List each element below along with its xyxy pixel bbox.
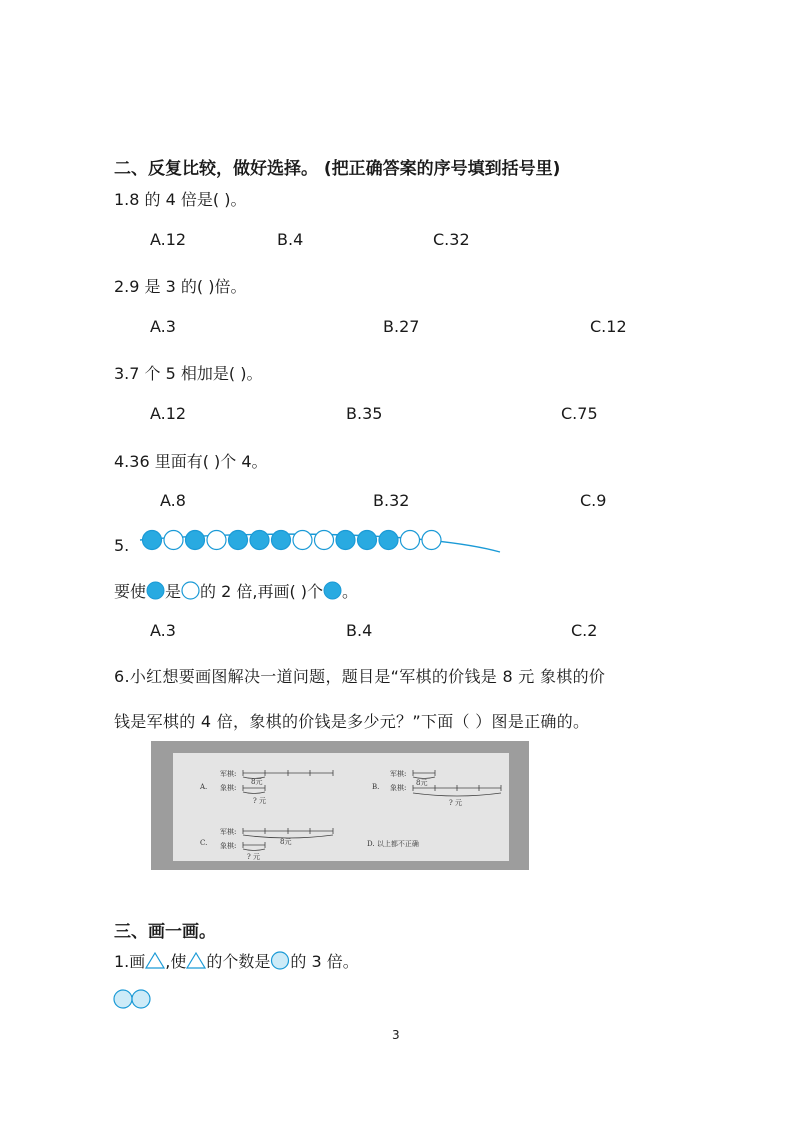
c-xiangqi-label: 象棋: — [220, 842, 237, 850]
circle-icon — [270, 951, 290, 970]
triangle-icon — [145, 951, 165, 970]
question-1-stem: 1.8 的 4 倍是( )。 — [114, 190, 247, 209]
triangle-icon — [186, 951, 206, 970]
filled-bead-icon — [146, 581, 165, 600]
q6-diagram-photo — [151, 741, 529, 870]
b-xiangqi-label: 象棋: — [390, 784, 407, 792]
c-price-8: 8元 — [280, 838, 292, 846]
q5-stem-part-1: 要使 — [114, 582, 147, 601]
circle-icon — [114, 990, 132, 1008]
section-3-title: 三、画一画。 — [114, 922, 216, 942]
q5-option-b: B.4 — [346, 621, 373, 640]
filled-bead — [336, 531, 355, 550]
q5-stem-part-3: 的 2 倍,再画( )个 — [200, 582, 324, 601]
hollow-bead — [207, 531, 226, 550]
s3q1-part-2: ,使 — [165, 952, 187, 971]
q1-option-b: B.4 — [277, 230, 304, 249]
hollow-bead — [164, 531, 183, 550]
q1-option-a: A.12 — [150, 230, 187, 249]
s3q1-part-1: 1.画 — [114, 952, 146, 971]
q5-option-c: C.2 — [571, 621, 598, 640]
hollow-bead-icon — [181, 581, 200, 600]
filled-bead — [272, 531, 291, 550]
option-a-letter: A. — [200, 783, 208, 791]
q5-option-a: A.3 — [150, 621, 176, 640]
b-price-8: 8元 — [416, 779, 428, 787]
question-3-stem: 3.7 个 5 相加是( )。 — [114, 364, 263, 383]
a-xiangqi-label: 象棋: — [220, 784, 237, 792]
a-junqi-label: 军棋: — [220, 770, 237, 778]
q6-photo-paper — [173, 753, 509, 861]
filled-bead — [186, 531, 205, 550]
given-circles — [113, 988, 153, 1010]
hollow-bead — [422, 531, 441, 550]
q4-option-b: B.32 — [373, 491, 410, 510]
question-5-number: 5. — [114, 536, 130, 555]
bead-group — [143, 531, 442, 550]
filled-bead — [379, 531, 398, 550]
q5-stem-part-4: 。 — [342, 582, 359, 601]
circle-icon — [132, 990, 150, 1008]
hollow-bead — [293, 531, 312, 550]
filled-bead-icon — [323, 581, 342, 600]
filled-bead — [358, 531, 377, 550]
c-junqi-label: 军棋: — [220, 828, 237, 836]
filled-bead — [229, 531, 248, 550]
question-4-stem: 4.36 里面有( )个 4。 — [114, 452, 268, 471]
q2-option-c: C.12 — [590, 317, 627, 336]
hollow-bead — [401, 531, 420, 550]
option-b-letter: B. — [372, 783, 380, 791]
q2-option-a: A.3 — [150, 317, 176, 336]
question-5-stem — [114, 579, 358, 602]
q3-option-c: C.75 — [561, 404, 598, 423]
a-price-8: 8元 — [251, 778, 263, 786]
s3q1-part-3: 的个数是 — [206, 952, 271, 971]
option-d-text: D. 以上都不正确 — [367, 840, 419, 848]
question-6-line-2: 钱是军棋的 4 倍，象棋的价钱是多少元？”下面（ ）图是正确的。 — [114, 712, 590, 731]
c-price-unknown: ? 元 — [247, 853, 260, 861]
s3q1-part-4: 的 3 倍。 — [290, 952, 359, 971]
q3-option-a: A.12 — [150, 404, 187, 423]
b-junqi-label: 军棋: — [390, 770, 407, 778]
q3-option-b: B.35 — [346, 404, 383, 423]
q1-option-c: C.32 — [433, 230, 470, 249]
q4-option-c: C.9 — [580, 491, 607, 510]
q4-option-a: A.8 — [160, 491, 186, 510]
hollow-bead — [315, 531, 334, 550]
question-2-stem: 2.9 是 3 的( )倍。 — [114, 277, 247, 296]
b-price-unknown: ? 元 — [449, 799, 462, 807]
filled-bead — [143, 531, 162, 550]
bead-string — [138, 526, 508, 560]
question-6-line-1: 6.小红想要画图解决一道问题，题目是“军棋的价钱是 8 元 象棋的价 — [114, 667, 606, 686]
page-number: 3 — [392, 1028, 400, 1042]
section-2-title: 二、反复比较，做好选择。 (把正确答案的序号填到括号里) — [114, 159, 561, 179]
q2-option-b: B.27 — [383, 317, 420, 336]
a-price-unknown: ? 元 — [253, 797, 266, 805]
q5-stem-part-2: 是 — [165, 582, 182, 601]
option-c-letter: C. — [200, 839, 208, 847]
section-3-question-1 — [114, 949, 359, 972]
filled-bead — [250, 531, 269, 550]
